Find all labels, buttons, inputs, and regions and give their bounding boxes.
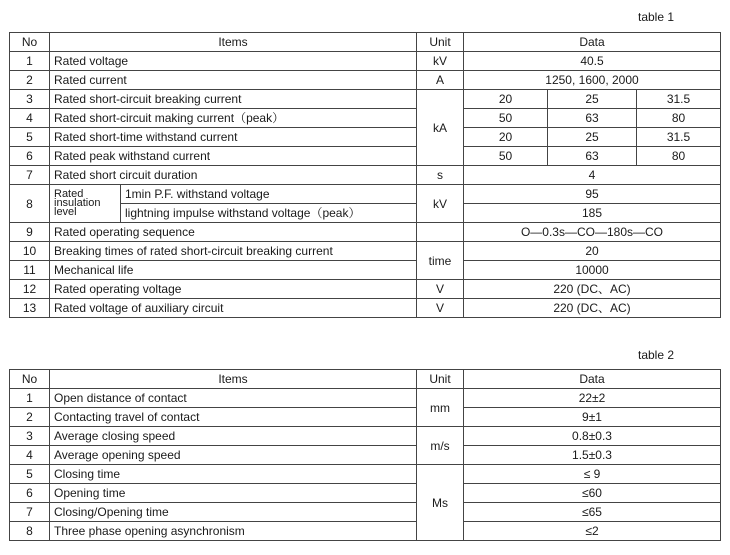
row-item: Rated short circuit duration	[50, 166, 417, 185]
row-no: 1	[10, 52, 50, 71]
row-data: 20	[464, 90, 548, 109]
table-row	[10, 522, 721, 541]
header-unit: Unit	[417, 33, 464, 52]
table-row	[10, 128, 721, 147]
row-item: Three phase opening asynchronism	[50, 522, 417, 541]
row-data: 63	[548, 109, 637, 128]
row-no: 9	[10, 223, 50, 242]
row-item: Open distance of contact	[50, 389, 417, 408]
row-data: 80	[637, 109, 721, 128]
table-row	[10, 109, 721, 128]
row-no: 13	[10, 299, 50, 318]
table-row	[10, 484, 721, 503]
row-item: Rated operating voltage	[50, 280, 417, 299]
row-unit: V	[417, 299, 464, 318]
row-item: Rated operating sequence	[50, 223, 417, 242]
table2-caption: table 2	[638, 348, 675, 362]
table-row	[10, 223, 721, 242]
row-item: Rated voltage	[50, 52, 417, 71]
header-unit: Unit	[417, 370, 464, 389]
table2	[9, 369, 721, 541]
table-row	[10, 408, 721, 427]
table-row	[10, 261, 721, 280]
row-unit: Ms	[417, 465, 464, 541]
row-item: Breaking times of rated short-circuit breaking current	[50, 242, 417, 261]
table-row	[10, 446, 721, 465]
table-row	[10, 280, 721, 299]
table2-header-row	[10, 370, 721, 389]
row-data: 20	[464, 128, 548, 147]
row-data: 185	[464, 204, 721, 223]
row-data: 9±1	[464, 408, 721, 427]
row-no: 6	[10, 484, 50, 503]
row-unit: kA	[417, 90, 464, 166]
row-item: Closing time	[50, 465, 417, 484]
row-item: Rated insulation level	[50, 185, 121, 223]
row-item: Rated peak withstand current	[50, 147, 417, 166]
row-unit: m/s	[417, 427, 464, 465]
table-row	[10, 166, 721, 185]
row-no: 7	[10, 166, 50, 185]
row-no: 8	[10, 522, 50, 541]
row-data: 40.5	[464, 52, 721, 71]
header-no: No	[10, 370, 50, 389]
row-item: Rated voltage of auxiliary circuit	[50, 299, 417, 318]
table-row	[10, 299, 721, 318]
row-no: 2	[10, 71, 50, 90]
header-items: Items	[50, 33, 417, 52]
row-item: Contacting travel of contact	[50, 408, 417, 427]
row-data: 31.5	[637, 128, 721, 147]
row-data: 1250, 1600, 2000	[464, 71, 721, 90]
row-unit: mm	[417, 389, 464, 427]
table-row	[10, 242, 721, 261]
row-no: 11	[10, 261, 50, 280]
table-row	[10, 71, 721, 90]
row-data: 63	[548, 147, 637, 166]
row-item: Rated current	[50, 71, 417, 90]
row-no: 8	[10, 185, 50, 223]
table-row	[10, 147, 721, 166]
row-data: 0.8±0.3	[464, 427, 721, 446]
row-item: Average closing speed	[50, 427, 417, 446]
row-data: O—0.3s—CO—180s—CO	[464, 223, 721, 242]
row-unit: kV	[417, 52, 464, 71]
row-no: 4	[10, 446, 50, 465]
row-subitem: lightning impulse withstand voltage（peak）	[121, 204, 417, 223]
row-no: 12	[10, 280, 50, 299]
header-items: Items	[50, 370, 417, 389]
row-unit: V	[417, 280, 464, 299]
row-data: 4	[464, 166, 721, 185]
row-no: 10	[10, 242, 50, 261]
table-row	[10, 185, 721, 204]
table1	[9, 32, 721, 318]
row-item: Rated short-circuit making current（peak）	[50, 109, 417, 128]
row-item: Mechanical life	[50, 261, 417, 280]
row-data: ≤60	[464, 484, 721, 503]
row-data: 10000	[464, 261, 721, 280]
row-data: 22±2	[464, 389, 721, 408]
table-row	[10, 465, 721, 484]
header-no: No	[10, 33, 50, 52]
row-no: 1	[10, 389, 50, 408]
row-no: 3	[10, 427, 50, 446]
table-row	[10, 389, 721, 408]
row-unit: s	[417, 166, 464, 185]
row-no: 5	[10, 465, 50, 484]
row-unit: time	[417, 242, 464, 280]
row-item: Rated short-time withstand current	[50, 128, 417, 147]
row-data: 95	[464, 185, 721, 204]
table-row	[10, 427, 721, 446]
row-data: 25	[548, 128, 637, 147]
table-row	[10, 52, 721, 71]
row-item: Average opening speed	[50, 446, 417, 465]
row-no: 4	[10, 109, 50, 128]
row-no: 7	[10, 503, 50, 522]
row-data: 80	[637, 147, 721, 166]
header-data: Data	[464, 370, 721, 389]
row-unit	[417, 223, 464, 242]
row-no: 2	[10, 408, 50, 427]
row-data: 50	[464, 109, 548, 128]
row-data: ≤2	[464, 522, 721, 541]
row-data: 31.5	[637, 90, 721, 109]
table-row	[10, 90, 721, 109]
table-row	[10, 503, 721, 522]
row-data: 220 (DC、AC)	[464, 280, 721, 299]
row-data: 1.5±0.3	[464, 446, 721, 465]
row-data: 220 (DC、AC)	[464, 299, 721, 318]
row-item: Rated short-circuit breaking current	[50, 90, 417, 109]
table1-caption: table 1	[638, 10, 675, 24]
row-data: 20	[464, 242, 721, 261]
row-item: Closing/Opening time	[50, 503, 417, 522]
table1-header-row	[10, 33, 721, 52]
row-data: ≤ 9	[464, 465, 721, 484]
row-subitem: 1min P.F. withstand voltage	[121, 185, 417, 204]
row-data: ≤65	[464, 503, 721, 522]
row-unit: A	[417, 71, 464, 90]
row-no: 6	[10, 147, 50, 166]
row-unit: kV	[417, 185, 464, 223]
row-no: 5	[10, 128, 50, 147]
row-data: 50	[464, 147, 548, 166]
row-item: Opening time	[50, 484, 417, 503]
header-data: Data	[464, 33, 721, 52]
row-data: 25	[548, 90, 637, 109]
row-no: 3	[10, 90, 50, 109]
